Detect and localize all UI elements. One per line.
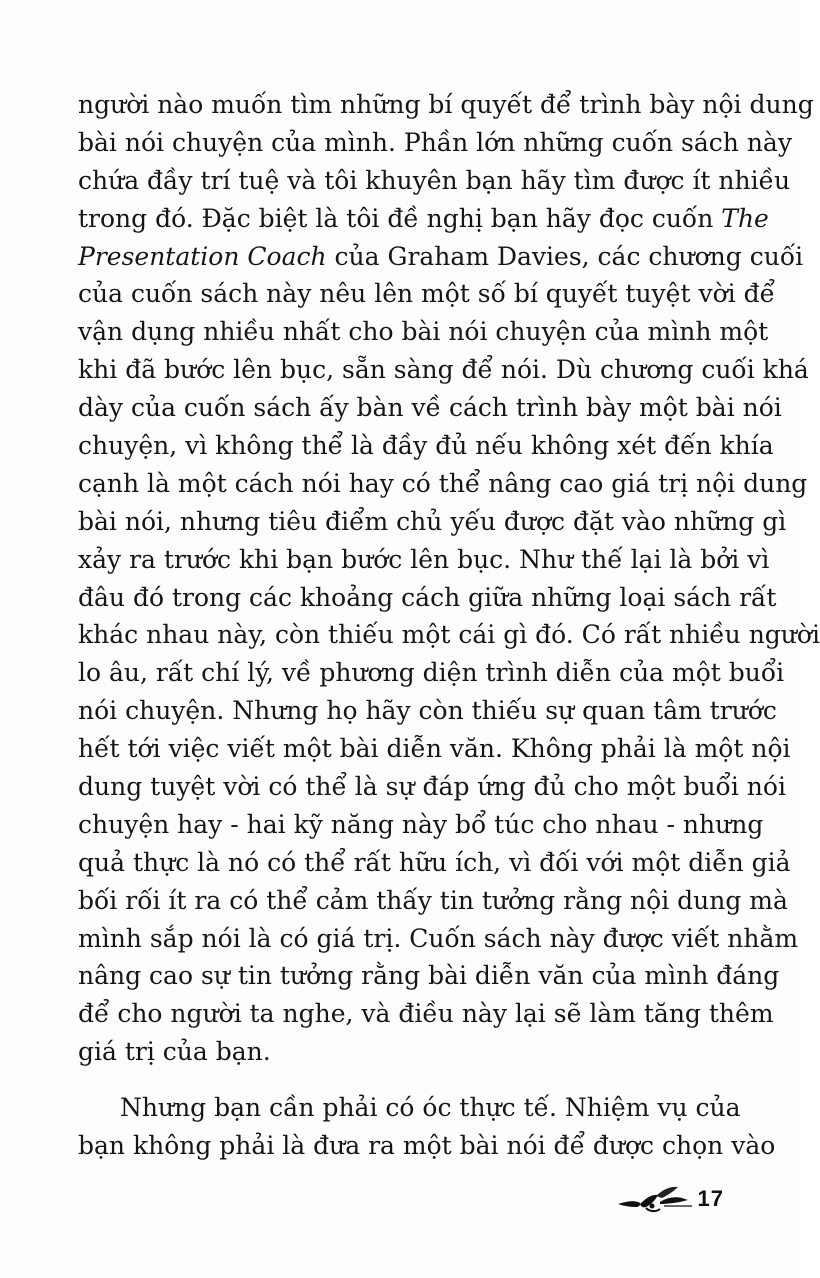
text-line: bài nói chuyện của mình. Phần lớn những cuốn sách này [78, 127, 792, 157]
text-line: chứa đầy trí tuệ và tôi khuyên bạn hãy tìm được ít nhiều [78, 165, 791, 195]
text-line: khi đã bước lên bục, sẵn sàng để nói. Dù chương cuối khá [78, 355, 809, 385]
text-line: xảy ra trước khi bạn bước lên bục. Như thế lại là bởi vì [78, 544, 770, 574]
text-line: khác nhau này, còn thiếu một cái gì đó. Có rất nhiều người [78, 620, 820, 650]
text-line: chuyện, vì không thể là đầy đủ nếu không xét đến khía [78, 431, 774, 461]
text-line: nâng cao sự tin tưởng rằng bài diễn văn của mình đáng [78, 961, 780, 991]
paragraph-1 [78, 86, 820, 1071]
text-line: dày của cuốn sách ấy bàn về cách trình bày một bài nói [78, 393, 782, 423]
book-title-part-2: Presentation Coach [78, 241, 327, 271]
paragraph-gap [78, 1071, 723, 1089]
text-line: dung tuyệt vời có thể là sự đáp ứng đủ cho một buổi nói [78, 772, 786, 802]
text-line: quả thực là nó có thể rất hữu ích, vì đối với một diễn giả [78, 847, 791, 877]
text-line: Nhưng bạn cần phải có óc thực tế. Nhiệm vụ của [120, 1093, 741, 1123]
text-fragment: của Graham Davies, các chương cuối [334, 241, 804, 271]
paragraph-2 [78, 1089, 776, 1165]
book-title-part-1: The [721, 203, 769, 233]
body-text [78, 86, 820, 1165]
page-footer [616, 1182, 724, 1216]
text-line: cạnh là một cách nói hay có thể nâng cao giá trị nội dung [78, 468, 808, 498]
text-line: bạn không phải là đưa ra một bài nói để được chọn vào [78, 1131, 776, 1161]
text-line: vận dụng nhiều nhất cho bài nói chuyện của mình một [78, 317, 769, 347]
page-number: 17 [697, 1186, 724, 1211]
text-line: đâu đó trong các khoảng cách giữa những loại sách rất [78, 582, 777, 612]
text-line [78, 200, 769, 238]
text-line: hết tới việc viết một bài diễn văn. Không phải là một nội [78, 734, 791, 764]
text-line [78, 238, 804, 276]
text-line: chuyện hay - hai kỹ năng này bổ túc cho nhau - nhưng [78, 809, 764, 839]
text-line: để cho người ta nghe, và điều này lại sẽ làm tăng thêm [78, 999, 774, 1029]
text-line: bài nói, nhưng tiêu điểm chủ yếu được đặt vào những gì [78, 506, 787, 536]
text-fragment: trong đó. Đặc biệt là tôi đề nghị bạn hãy đọc cuốn [78, 203, 714, 233]
text-line: lo âu, rất chí lý, về phương diện trình diễn của một buổi [78, 658, 785, 688]
quill-ornament-icon [616, 1182, 694, 1216]
text-line: người nào muốn tìm những bí quyết để trình bày nội dung [78, 90, 814, 119]
text-line: nói chuyện. Nhưng họ hãy còn thiếu sự quan tâm trước [78, 696, 777, 726]
text-line: giá trị của bạn. [78, 1037, 271, 1067]
text-line: mình sắp nói là có giá trị. Cuốn sách này được viết nhằm [78, 923, 799, 953]
text-line: của cuốn sách này nêu lên một số bí quyết tuyệt vời để [78, 279, 775, 309]
text-line: bối rối ít ra có thể cảm thấy tin tưởng rằng nội dung mà [78, 885, 788, 915]
